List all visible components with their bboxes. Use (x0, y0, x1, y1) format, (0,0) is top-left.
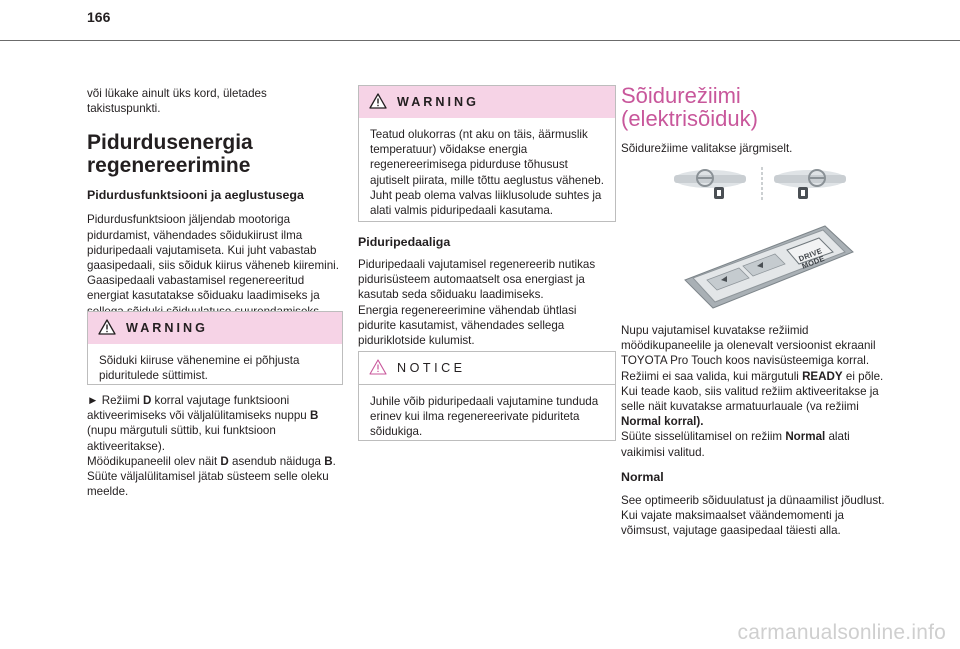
section-subtitle: Piduripedaaliga (358, 235, 451, 249)
bullet-instruction: ► Režiimi D korral vajutage funktsiooni aktiveerimiseks või väljalülitamiseks nuppu B (nupu märgutuli süttib, kui funktsioon aktiveeritakse). (87, 394, 319, 453)
section-paragraph: Pidurdusfunktsioon jäljendab mootoriga pidurdamist, vähendades sõidukiirust ilma piduripedaali vajutamiseta. Kui juht vabastab gaasipedaali, siis sõiduk kiirus väheneb kiiremini. Gaasipedaali vabastamisel regenereeritud energiat kasutatakse sõiduaku laadimiseks ja (87, 213, 339, 303)
warning-text: Teatud olukorras (nt aku on täis, äärmuslik temperatuur) võidakse energia regenereerimisega pidurduse tõhusust ajutiselt piirata, mille tõttu aeglustus väheneb. Juht peab olema valvas liiklusolude suhtes ja alati valmis piduripedaali kasutama. (370, 128, 604, 218)
default-mode-paragraph: Süüte sisselülitamisel on režiim Normal alati vaikimisi valitud. (621, 430, 850, 459)
warning-header (359, 86, 615, 118)
notice-label: NOTICE (397, 361, 466, 375)
warning-text: Sõiduki kiiruse vähenemine ei põhjusta piduritulede süttimist. (99, 354, 300, 383)
ready-paragraph: Režiimi ei saa valida, kui märgutuli READY ei põle. (621, 369, 884, 383)
normal-subtitle: Normal (621, 469, 664, 484)
header-rule (0, 40, 960, 41)
warning-box-1 (87, 311, 343, 385)
page-number: 166 (87, 9, 111, 25)
column-1 (87, 86, 343, 319)
section-title: Pidurdusenergia regenereerimine (87, 131, 253, 178)
warning-icon (369, 93, 387, 109)
drive-mode-panel-illustration (677, 222, 857, 314)
drive-mode-title: Sõidurežiimi (elektrisõiduk) (621, 83, 758, 131)
mode-d-instructions (87, 393, 343, 499)
notice-box (358, 351, 616, 441)
mode-display-paragraph: Nupu vajutamisel kuvatakse režiimid möödikupaneelile ja olenevalt versioonist ekraanil TOYOTA Pro Touch koos navisüsteemiga korral. (621, 324, 876, 368)
brake-pedal-section (358, 234, 614, 348)
brake-paragraph-1: Piduripedaali vajutamisel regenereerib nutikas pidurisüsteem automaatselt osa energiast ja kasutab seda sõiduaku laadimiseks. (358, 258, 596, 302)
drive-mode-intro: Sõidurežiime valitakse järgmiselt. (621, 142, 793, 155)
notice-header (359, 352, 615, 385)
normal-paragraph-2: Kui vajate maksimaalset väändemomenti ja võimsust, vajutage gaasipedaal täiesti alla. (621, 509, 844, 538)
intro-text: või lükake ainult üks kord, ületades takistuspunkti. (87, 87, 267, 116)
section-subtitle: Pidurdusfunktsiooni ja aeglustusega (87, 188, 304, 203)
warning-label: WARNING (126, 321, 208, 335)
left-hand-drive-icon (674, 170, 746, 199)
dashboard-note: Möödikupaneelil olev näit D asendub näiduga B. (87, 454, 336, 468)
drive-mode-button: DRIVE MODE (797, 246, 826, 271)
notice-text: Juhile võib piduripedaali vajutamine tunduda erinev kui ilma regenereerivate piduriteta sõidukiga. (370, 395, 599, 439)
warning-header (88, 312, 342, 344)
warning-icon (98, 319, 116, 335)
watermark: carmanualsonline.info (737, 621, 946, 644)
warning-label: WARNING (397, 95, 479, 109)
notice-icon (369, 359, 387, 375)
column-3-body (621, 323, 889, 538)
activation-paragraph: Kui teade kaob, siis valitud režiim aktiveeritakse ja selle näit kuvatakse armatuurlauale (va režiimi Normal korral). (621, 384, 879, 429)
warning-box-2 (358, 85, 616, 222)
right-hand-drive-icon (774, 170, 846, 199)
steering-wheel-illustration (672, 163, 848, 205)
brake-paragraph-2: Energia regenereerimine vähendab ühtlasi pidurite kasutamist, vähendades sellega piduriklotside kulumist. (358, 303, 577, 348)
normal-paragraph-1: See optimeerib sõiduulatust ja dünaamilist jõudlust. (621, 493, 885, 507)
column-3-header (621, 84, 881, 156)
memory-note: Süüte väljalülitamisel jätab süsteem selle oleku meelde. (87, 470, 329, 499)
